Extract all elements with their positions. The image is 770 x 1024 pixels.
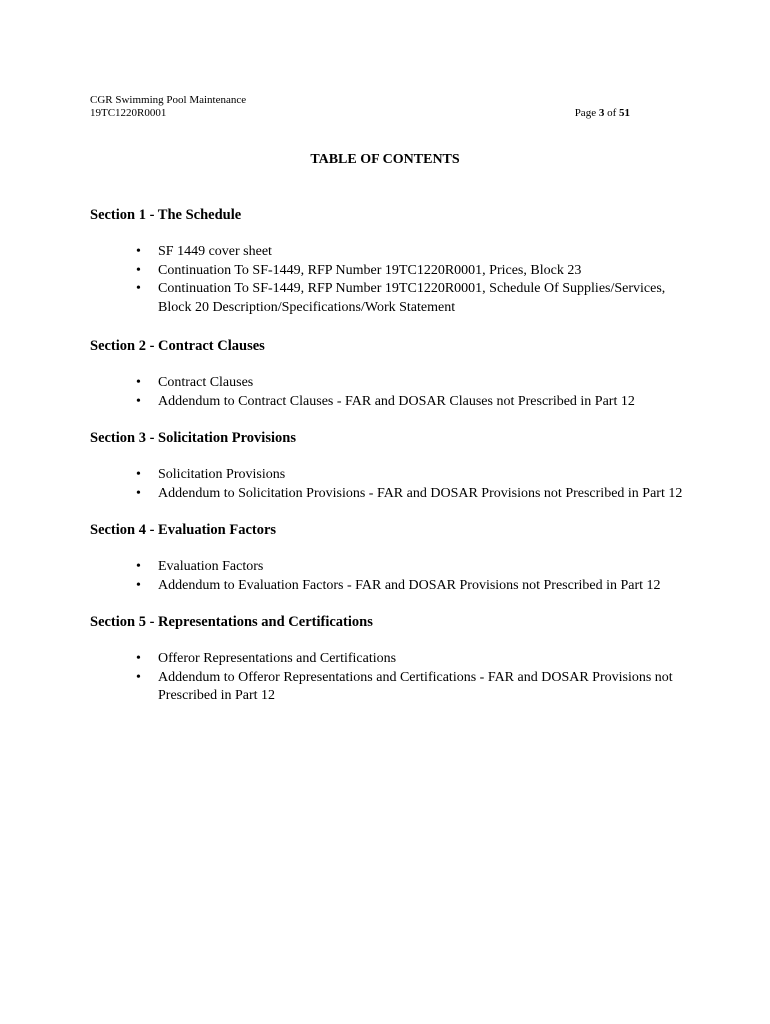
page-number	[575, 107, 630, 120]
list-item-text: Solicitation Provisions	[158, 467, 286, 482]
list-item	[136, 243, 690, 262]
list-item	[136, 374, 690, 393]
list-item	[136, 485, 690, 504]
bullet-icon: •	[136, 281, 141, 296]
list-item-text: Evaluation Factors	[158, 559, 264, 574]
list-item-text: SF 1449 cover sheet	[158, 244, 272, 259]
toc-section-1	[90, 206, 690, 317]
toc-section-2	[90, 337, 690, 411]
list-item-text: Offeror Representations and Certifications	[158, 651, 397, 666]
page-prefix: Page	[574, 107, 599, 119]
list-item	[136, 393, 690, 412]
page-header	[90, 94, 630, 120]
toc-section-5	[90, 613, 690, 706]
bullet-icon: •	[136, 393, 141, 409]
list-item-text: Addendum to Solicitation Provisions - FAR and DOSAR Provisions not Prescribed in Part 12	[158, 485, 683, 501]
section-heading: Section 3 - Solicitation Provisions	[90, 430, 296, 446]
toc-body	[90, 206, 690, 706]
bullet-icon: •	[136, 669, 141, 685]
list-item	[136, 650, 690, 669]
list-item-text: Addendum to Contract Clauses - FAR and DOSAR Clauses not Prescribed in Part 12	[158, 393, 635, 409]
toc-section-3	[90, 429, 690, 503]
bullet-icon: •	[136, 262, 141, 278]
page-total: 51	[619, 107, 630, 119]
list-item	[136, 577, 690, 596]
list-item	[136, 558, 690, 577]
solicitation-number: 19TC1220R0001	[90, 107, 167, 119]
section-heading: Section 4 - Evaluation Factors	[90, 522, 277, 538]
section-heading: Section 2 - Contract Clauses	[90, 338, 265, 354]
list-item	[136, 466, 690, 485]
bullet-icon: •	[136, 651, 141, 666]
bullet-icon: •	[136, 375, 141, 390]
list-item-text: Addendum to Offeror Representations and Certifications - FAR and DOSAR Provisions not Prescribed in Part 12	[158, 669, 673, 703]
section-item-list	[90, 466, 690, 503]
section-item-list	[90, 243, 690, 317]
list-item-text: Contract Clauses	[158, 375, 254, 390]
bullet-icon: •	[136, 559, 141, 574]
section-item-list	[90, 558, 690, 595]
bullet-icon: •	[136, 485, 141, 501]
list-item	[136, 280, 690, 317]
toc-section-4	[90, 521, 690, 595]
section-heading: Section 5 - Representations and Certifications	[90, 614, 373, 630]
list-item-text: Continuation To SF-1449, RFP Number 19TC1220R0001, Prices, Block 23	[158, 262, 582, 278]
section-item-list	[90, 374, 690, 411]
section-item-list	[90, 650, 690, 706]
bullet-icon: •	[136, 467, 141, 482]
page-current: 3	[598, 107, 605, 119]
project-title: CGR Swimming Pool Maintenance	[90, 94, 247, 106]
page-of: of	[604, 107, 619, 119]
bullet-icon: •	[136, 244, 141, 259]
list-item-text: Addendum to Evaluation Factors - FAR and DOSAR Provisions not Prescribed in Part 12	[158, 577, 661, 593]
toc-title: TABLE OF CONTENTS	[310, 152, 460, 167]
list-item	[136, 262, 690, 281]
list-item	[136, 669, 690, 706]
section-heading: Section 1 - The Schedule	[90, 207, 242, 223]
bullet-icon: •	[136, 577, 141, 593]
list-item-text: Continuation To SF-1449, RFP Number 19TC1220R0001, Schedule Of Supplies/Services, Block 20 Description/Specifications/Work Statement	[158, 281, 666, 315]
